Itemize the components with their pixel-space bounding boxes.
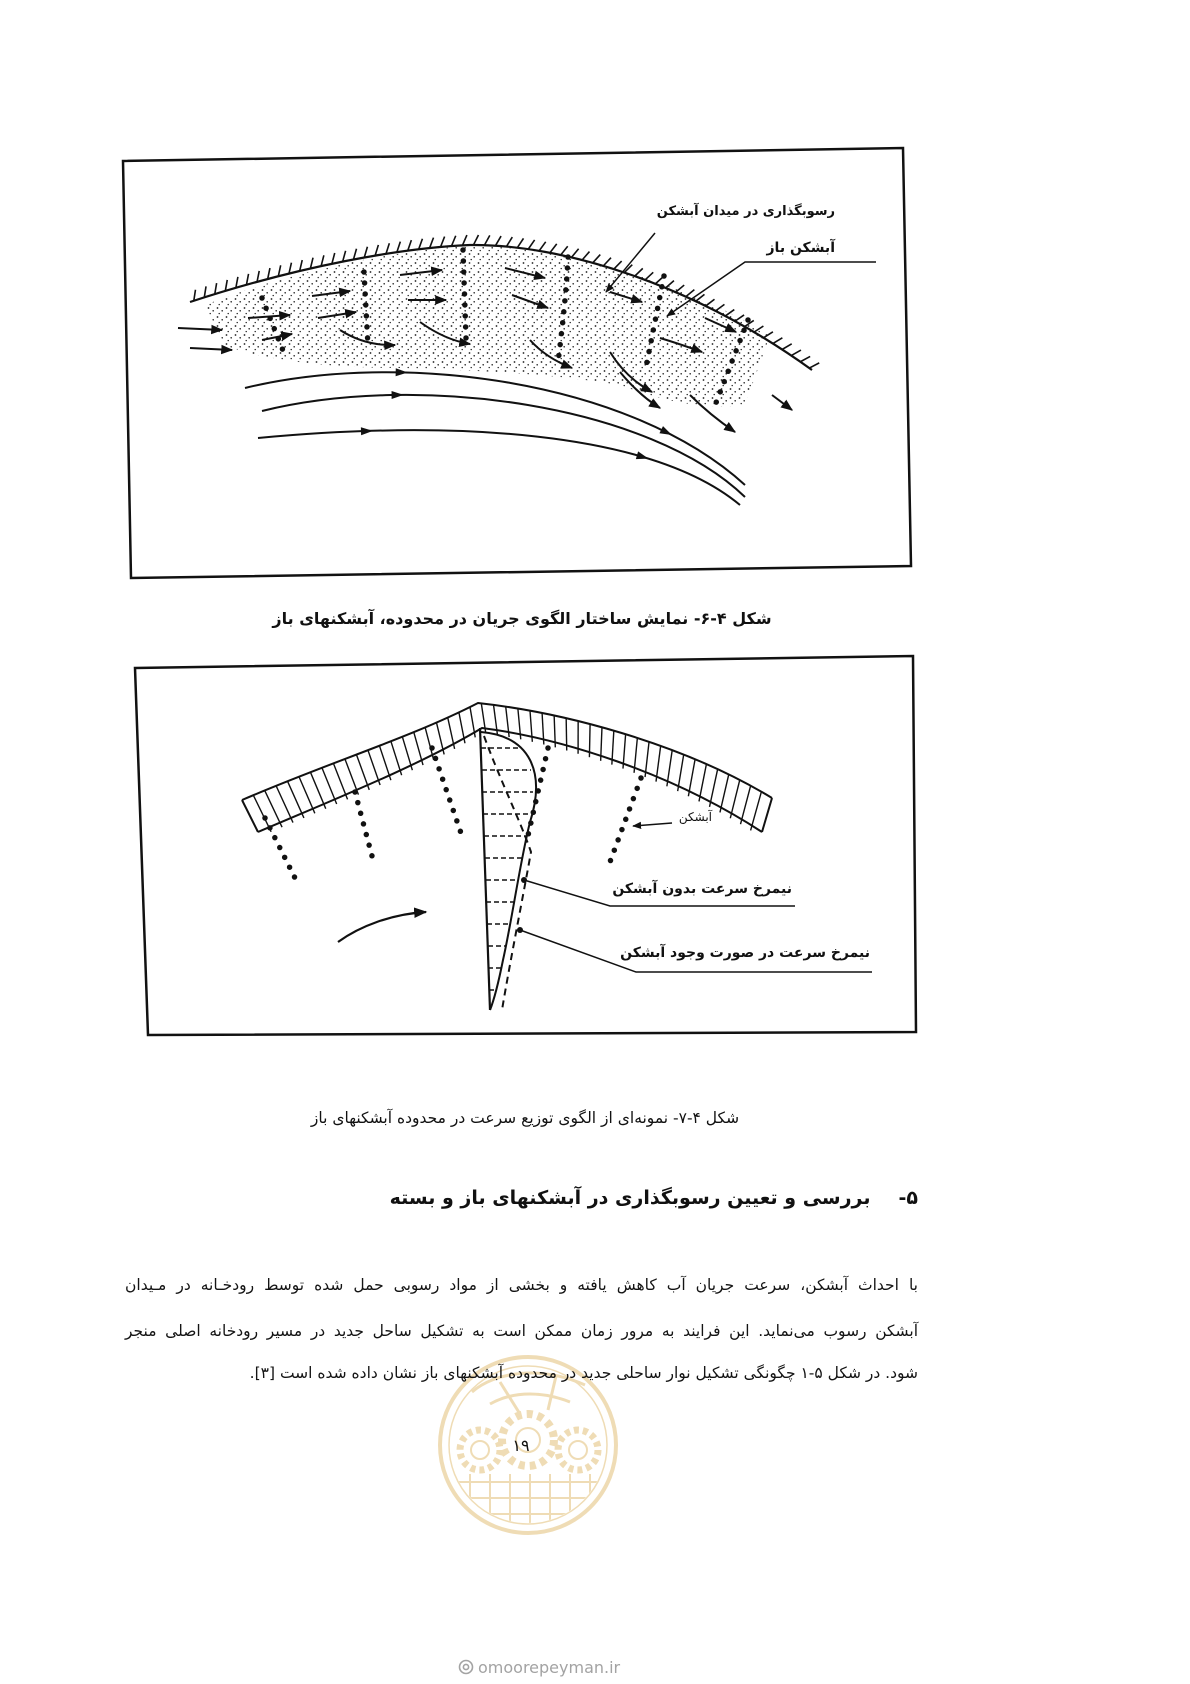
breakwater-hatch-tick bbox=[276, 786, 293, 823]
inflow-arrow bbox=[190, 348, 232, 350]
shoreline-hatch-tick bbox=[773, 338, 783, 344]
streamline bbox=[258, 430, 740, 505]
at-sign-icon bbox=[458, 1659, 474, 1675]
shoreline-hatch-tick bbox=[215, 283, 217, 294]
breakwater-end-cap bbox=[242, 800, 258, 832]
breakwater-hatch-tick bbox=[414, 732, 423, 765]
section-heading bbox=[390, 1187, 918, 1209]
breakwater-hatch-tick bbox=[699, 764, 706, 801]
page-number: ۱۹ bbox=[512, 1436, 530, 1455]
section-number: ۵- bbox=[898, 1187, 918, 1209]
breakwater-hatch-tick bbox=[741, 786, 751, 825]
shoreline-hatch-tick bbox=[571, 249, 578, 258]
shoreline-hatch-tick bbox=[635, 268, 643, 276]
shoreline-hatch-tick bbox=[603, 258, 611, 266]
breakwater-hatch-tick bbox=[265, 790, 282, 827]
shoreline-hatch-tick bbox=[506, 237, 512, 246]
open-groyne-label: آبشکن باز bbox=[766, 240, 835, 256]
shoreline-hatch-tick bbox=[550, 244, 557, 253]
gear-icon bbox=[471, 1441, 489, 1459]
breakwater-hatch-tick bbox=[667, 750, 672, 786]
shoreline-hatch-tick bbox=[225, 280, 227, 291]
sedimentation-zone-label: رسوبگذاری در میدان آبشکن bbox=[656, 204, 835, 219]
shoreline-hatch-tick bbox=[441, 237, 445, 247]
flow-direction-arrow bbox=[338, 912, 426, 942]
gear-icon bbox=[569, 1441, 587, 1459]
section-title: بررسی و تعیین رسوبگذاری در آبشکنهای باز و بسته bbox=[389, 1187, 871, 1209]
shoreline-hatch-tick bbox=[386, 243, 389, 254]
shoreline-hatch-tick bbox=[364, 247, 367, 258]
breakwater-hatch-tick bbox=[589, 724, 590, 757]
body-text-line: آبشکن رسوب می‌نماید. این فرایند به مرور زمان ممکن است به تشکیل ساحل جدید در مسیر رودخانه اصلی منجر bbox=[125, 1322, 918, 1340]
breakwater-hatch-tick bbox=[288, 781, 304, 818]
shoreline-hatch-tick bbox=[353, 249, 356, 260]
breakwater-hatch-tick bbox=[436, 723, 444, 755]
shoreline-hatch-tick bbox=[645, 272, 653, 280]
velocity-profile bbox=[480, 728, 536, 1010]
breakwater-hatch-tick bbox=[751, 792, 762, 831]
shoreline-hatch-tick bbox=[397, 242, 401, 253]
breakwater-hatch-tick bbox=[720, 774, 729, 812]
breakwater-hatch-tick bbox=[299, 777, 315, 814]
streamline-arrowhead bbox=[392, 391, 404, 399]
shoreline-hatch-tick bbox=[495, 236, 501, 246]
profile-with-groyne-label: نیمرخ سرعت در صورت وجود آبشکن bbox=[620, 945, 870, 961]
breakwater-hatch-tick bbox=[310, 772, 325, 809]
shoreline-hatch-tick bbox=[791, 350, 801, 356]
flow-arrow bbox=[772, 395, 792, 410]
shoreline-hatch-tick bbox=[484, 235, 489, 245]
breakwater-hatch-tick bbox=[391, 741, 402, 775]
gear-icon bbox=[558, 1430, 598, 1470]
shoreline-hatch-tick bbox=[430, 238, 434, 248]
shoreline-hatch-tick bbox=[782, 344, 792, 350]
streamline bbox=[262, 395, 745, 497]
profile-without-groyne-label: نیمرخ سرعت بدون آبشکن bbox=[612, 881, 792, 897]
breakwater-hatch-tick bbox=[688, 759, 695, 796]
shoreline-hatch-tick bbox=[593, 255, 600, 263]
breakwater-hatch-tick bbox=[678, 755, 684, 792]
site-watermark-text: omoorepeyman.ir bbox=[478, 1657, 621, 1677]
shoreline-hatch-tick bbox=[582, 252, 589, 260]
shoreline-hatch-tick bbox=[204, 286, 206, 297]
figure-1-caption: شکل ۴-۶- نمایش ساختار الگوی جریان در محدوده، آبشکنهای باز bbox=[272, 609, 772, 628]
inflow-arrow bbox=[178, 328, 222, 330]
shoreline-hatch-tick bbox=[528, 240, 534, 249]
body-text-line: شود. در شکل ۵-۱ چگونگی تشکیل نوار ساحلی جدید در محدوده آبشکنهای باز نشان داده شده است [۳]. bbox=[249, 1364, 918, 1382]
breakwater-hatch-tick bbox=[710, 769, 718, 807]
figure-2-diagram bbox=[135, 656, 916, 1035]
breakwater-hatch-tick bbox=[402, 737, 412, 770]
breakwater-hatch-tick bbox=[566, 718, 567, 750]
breakwater-hatch-tick bbox=[356, 755, 369, 790]
shoreline-hatch-tick bbox=[194, 290, 196, 301]
profile-with-groyne-curve bbox=[484, 736, 531, 1010]
groyne-dotted-line bbox=[355, 792, 372, 856]
shoreline-hatch-tick bbox=[451, 236, 455, 246]
body-text-line: با احداث آبشکن، سرعت جریان آب کاهش یافته و بخشی از مواد رسوبی حمل شده توسط رودخـانه در مـیدان bbox=[125, 1276, 918, 1294]
shoreline-hatch-tick bbox=[408, 240, 412, 251]
groyne-dotted-line bbox=[432, 748, 462, 836]
shoreline-hatch-tick bbox=[561, 246, 568, 255]
shoreline-hatch-tick bbox=[375, 245, 378, 256]
shoreline-hatch-tick bbox=[800, 356, 810, 361]
groyne-leader-line bbox=[633, 823, 672, 826]
shoreline-hatch-tick bbox=[462, 235, 466, 245]
shoreline-hatch-tick bbox=[419, 239, 423, 250]
groyne-dotted-line bbox=[607, 778, 641, 870]
streamline-arrowhead bbox=[659, 426, 673, 439]
breakwater-hatch-tick bbox=[368, 750, 380, 785]
groyne-label: آبشکن bbox=[678, 810, 712, 824]
figure-2-caption: شکل ۴-۷- نمونه‌ای از الگوی توزیع سرعت در محدوده آبشکنهای باز bbox=[310, 1109, 740, 1127]
shoreline-hatch-tick bbox=[473, 235, 478, 245]
breakwater-hatch-tick bbox=[333, 763, 347, 799]
streamline-arrowhead bbox=[396, 368, 408, 376]
shoreline-hatch-tick bbox=[809, 363, 819, 368]
breakwater-hatch-tick bbox=[425, 727, 433, 759]
breakwater-hatch-tick bbox=[379, 746, 390, 780]
breakwater-hatch-tick bbox=[345, 759, 358, 795]
shoreline-hatch-tick bbox=[614, 261, 622, 269]
streamline-arrowhead bbox=[361, 427, 373, 435]
site-watermark bbox=[458, 1656, 620, 1678]
breakwater-end-cap bbox=[762, 798, 772, 832]
streamline-arrowhead bbox=[636, 451, 650, 462]
groyne-dotted-line bbox=[265, 818, 296, 880]
shoreline-hatch-tick bbox=[517, 238, 523, 247]
shoreline-hatch-tick bbox=[539, 242, 546, 251]
breakwater-hatch-tick bbox=[322, 768, 337, 804]
breakwater-hatch-tick bbox=[730, 780, 739, 818]
